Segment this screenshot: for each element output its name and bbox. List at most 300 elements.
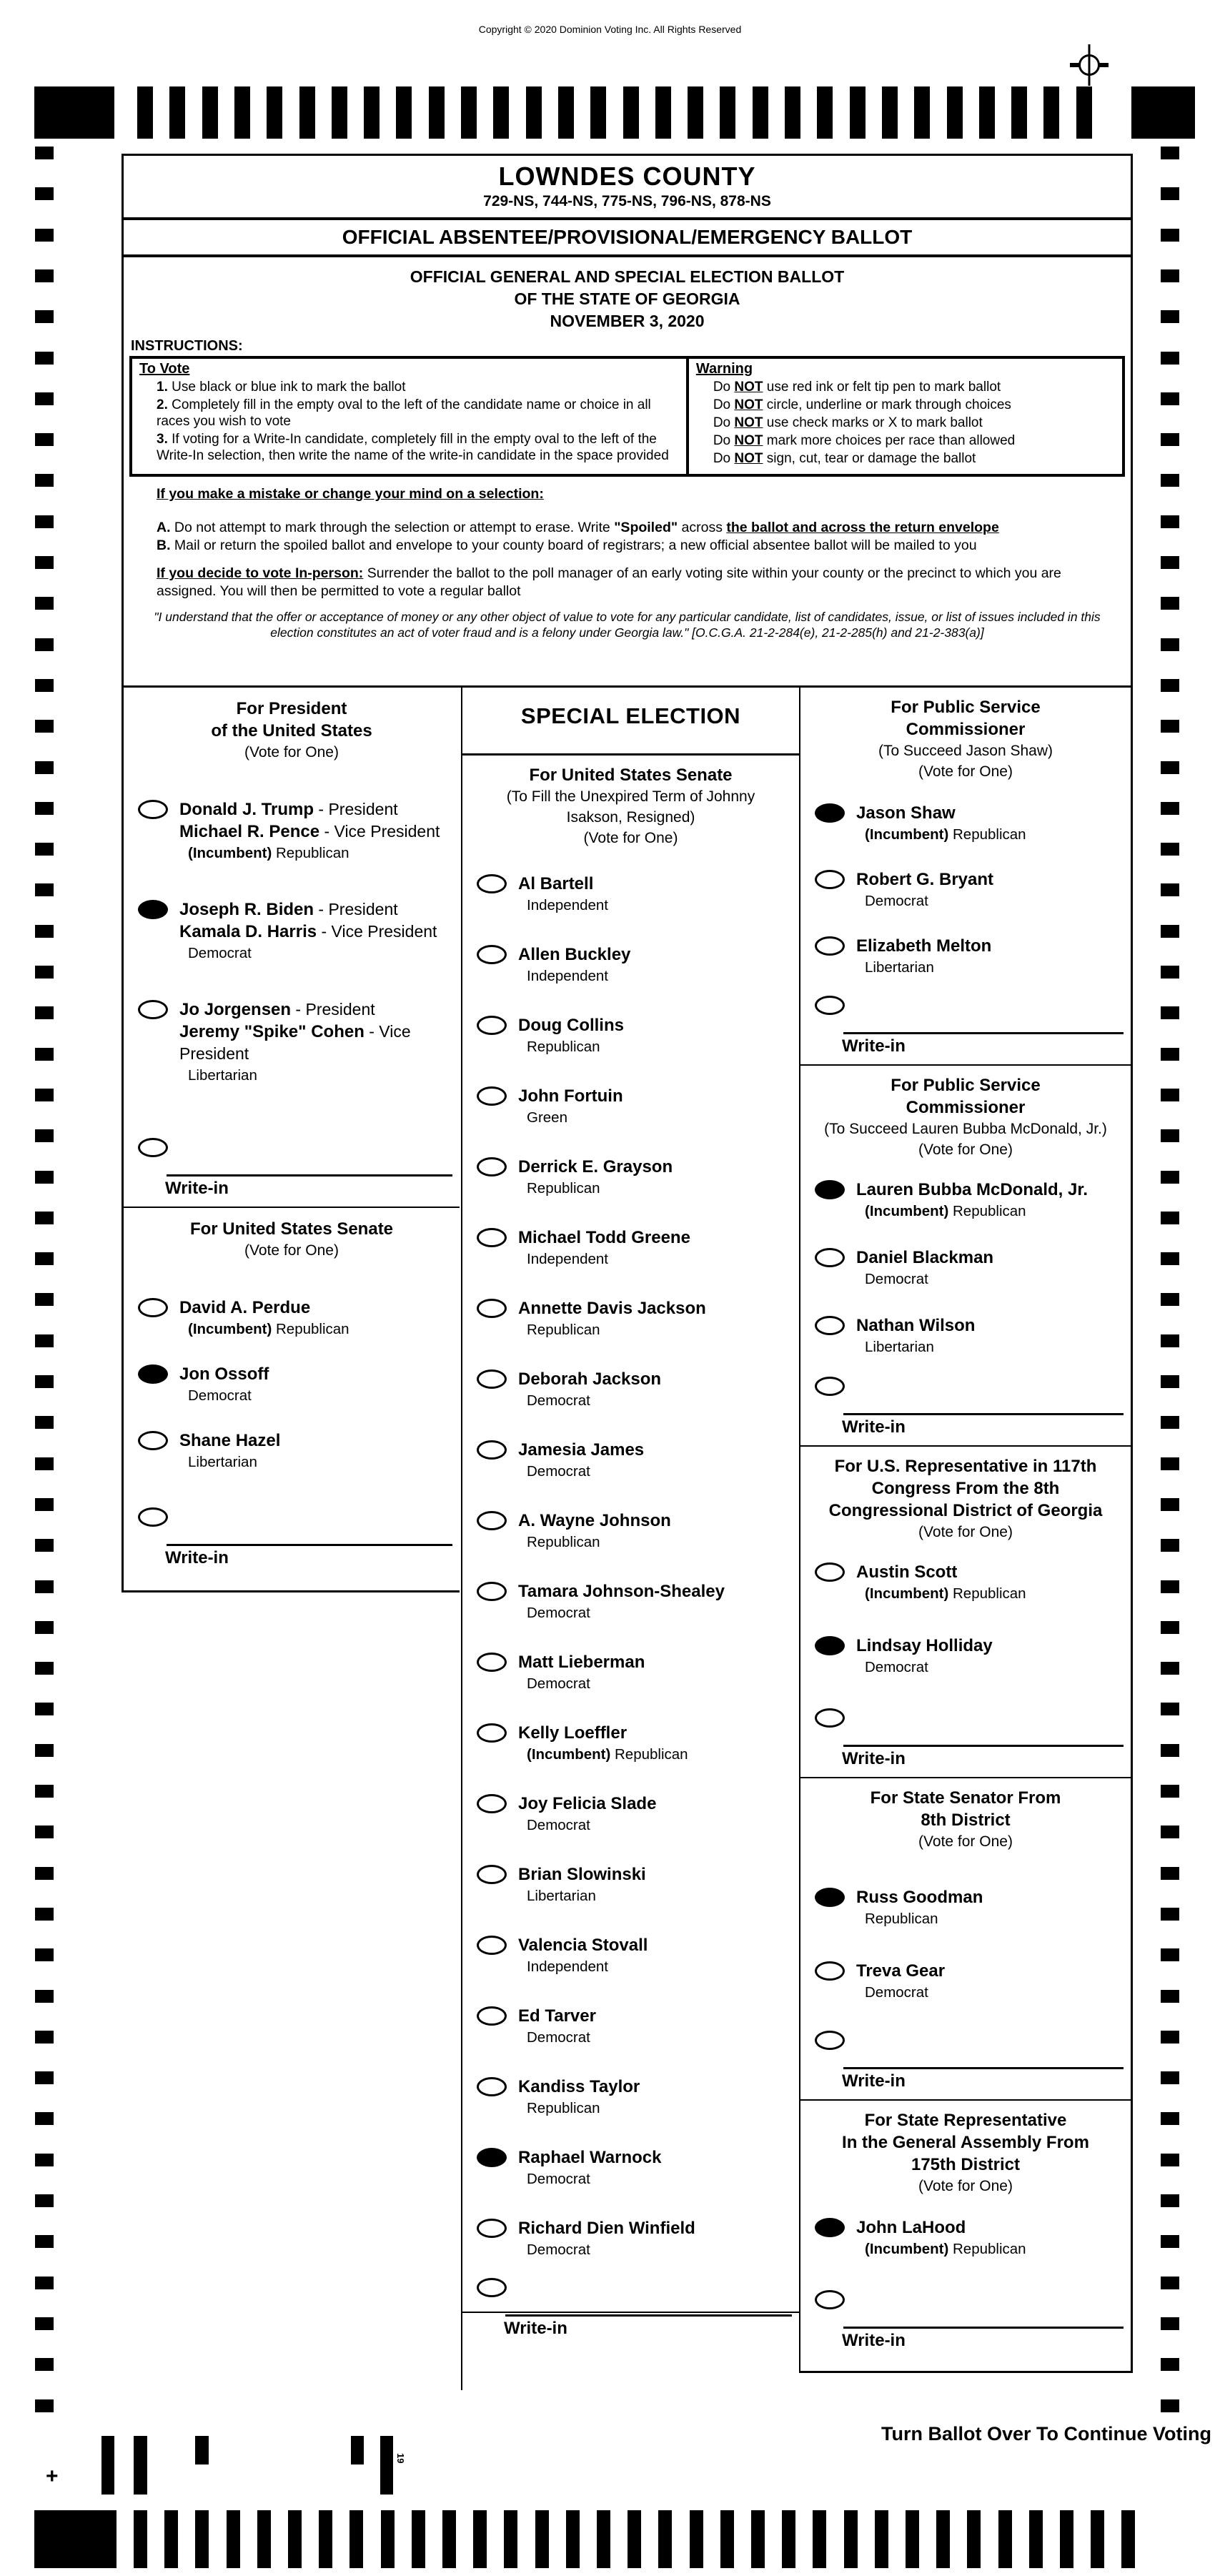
timing-mark xyxy=(1161,1703,1179,1715)
ballot-oval[interactable] xyxy=(477,1086,507,1106)
text-segment: the ballot and across the return envelope xyxy=(726,520,999,535)
timing-mark xyxy=(1161,966,1179,979)
timing-mark xyxy=(1161,597,1179,610)
instructions-boxes xyxy=(129,356,1125,477)
column-right xyxy=(799,688,1133,2373)
ballot-oval[interactable] xyxy=(815,1248,845,1267)
ballot-oval[interactable] xyxy=(138,1298,168,1317)
write-in-line[interactable] xyxy=(505,2314,792,2317)
timing-mark xyxy=(1161,1990,1179,2003)
ballot-oval[interactable] xyxy=(477,1936,507,1955)
text-segment: If voting for a Write-In candidate, completely fill in the empty oval to the left of the Write-In selection, then write the name of the write-in candidate in the space provided xyxy=(157,432,669,463)
party-name: Democrat xyxy=(527,2171,590,2187)
candidate-row xyxy=(800,1561,1131,1603)
race-president xyxy=(124,688,460,1199)
race-title-line: For U.S. Representative in 117th xyxy=(834,1457,1097,1476)
incumbent-label: (Incumbent) xyxy=(865,2241,949,2257)
timing-mark xyxy=(936,2510,950,2568)
candidate-name-line xyxy=(856,2216,1026,2239)
registration-mark-icon xyxy=(1069,44,1109,86)
ballot-oval-filled[interactable] xyxy=(815,1180,845,1199)
candidate-party-line xyxy=(527,1674,645,1693)
timing-mark xyxy=(1161,1212,1179,1224)
timing-mark xyxy=(35,802,54,815)
timing-mark xyxy=(35,1006,54,1019)
race-header xyxy=(800,688,1131,782)
vote-for-note: (Vote for One) xyxy=(244,744,339,761)
timing-mark xyxy=(597,2510,610,2568)
ballot-oval[interactable] xyxy=(138,1138,168,1157)
timing-mark xyxy=(1091,2510,1104,2568)
party-name: Democrat xyxy=(527,2029,590,2046)
timing-mark xyxy=(35,556,54,569)
timing-mark xyxy=(1161,1171,1179,1184)
timing-mark xyxy=(35,474,54,487)
ballot-oval[interactable] xyxy=(815,996,845,1015)
candidate-row xyxy=(462,1085,799,1127)
write-in-line[interactable] xyxy=(167,1544,452,1546)
candidate-row xyxy=(800,2216,1131,2259)
column-divider-extension xyxy=(461,2312,462,2390)
timing-mark xyxy=(35,187,54,200)
ballot-oval[interactable] xyxy=(815,1377,845,1396)
ballot-oval[interactable] xyxy=(815,1562,845,1582)
ballot-oval-filled[interactable] xyxy=(138,900,168,919)
write-in-label: Write-in xyxy=(504,2319,567,2338)
timing-mark xyxy=(785,86,800,139)
timing-mark xyxy=(1161,229,1179,242)
text-segment: Do xyxy=(713,433,735,448)
candidate-party-line xyxy=(527,1108,623,1127)
race-header xyxy=(462,756,799,848)
ballot-oval[interactable] xyxy=(477,2077,507,2096)
timing-mark xyxy=(535,2510,549,2568)
ballot-oval[interactable] xyxy=(477,1299,507,1318)
candidate-name: Shane Hazel xyxy=(179,1431,281,1450)
timing-mark xyxy=(1161,352,1179,365)
timing-mark xyxy=(35,638,54,651)
vote-for-note: (Vote for One) xyxy=(244,1242,339,1259)
timing-mark xyxy=(998,2510,1012,2568)
timing-mark xyxy=(195,2510,209,2568)
candidate-row xyxy=(462,1722,799,1764)
text-segment: 3. xyxy=(157,432,168,447)
ballot-oval-filled[interactable] xyxy=(815,1888,845,1907)
candidate-name: Jon Ossoff xyxy=(179,1364,269,1384)
candidate-text xyxy=(518,2076,643,2118)
write-in-label: Write-in xyxy=(842,2331,906,2350)
candidate-name: Daniel Blackman xyxy=(856,1248,994,1267)
candidate-name-line xyxy=(856,935,991,957)
timing-mark xyxy=(35,1826,54,1838)
candidate-text xyxy=(856,1314,978,1357)
ballot-oval[interactable] xyxy=(815,1961,845,1981)
candidate-row xyxy=(124,898,460,963)
ballot-oval[interactable] xyxy=(815,2031,845,2050)
candidate-text xyxy=(856,1635,996,1677)
race-title-line: Congress From the 8th xyxy=(871,1479,1060,1498)
vote-for-note: (Vote for One) xyxy=(918,1141,1013,1158)
timing-mark xyxy=(35,1990,54,2003)
candidate-text xyxy=(179,999,460,1085)
ballot-oval-filled[interactable] xyxy=(815,1636,845,1655)
mistake-section xyxy=(157,485,1114,600)
ballot-oval[interactable] xyxy=(477,1723,507,1743)
candidate-name-line xyxy=(856,1960,945,1982)
ballot-oval[interactable] xyxy=(477,1582,507,1601)
ballot-oval[interactable] xyxy=(477,1511,507,1530)
ballot-oval[interactable] xyxy=(138,1000,168,1019)
ballot-oval-filled[interactable] xyxy=(138,1364,168,1384)
to-vote-item xyxy=(157,431,679,464)
candidate-party-line xyxy=(527,1745,688,1764)
to-vote-box xyxy=(132,359,689,474)
timing-mark xyxy=(1161,1375,1179,1388)
candidate-party-line xyxy=(527,2240,695,2259)
party-name: Democrat xyxy=(188,1387,252,1404)
office-suffix: - President xyxy=(291,1000,375,1019)
candidate-name: A. Wayne Johnson xyxy=(518,1511,671,1530)
candidate-name-line xyxy=(856,1561,1026,1583)
text-segment: 2. xyxy=(157,397,168,412)
timing-mark xyxy=(504,2510,517,2568)
timing-mark xyxy=(35,433,54,446)
warning-box xyxy=(689,359,1122,474)
party-name: Republican xyxy=(953,2241,1026,2257)
timing-mark xyxy=(35,1703,54,1715)
candidate-text xyxy=(518,943,633,986)
ballot-oval[interactable] xyxy=(815,870,845,889)
candidate-text xyxy=(518,2217,698,2259)
mistake-heading: If you make a mistake or change your mind on a selection: xyxy=(157,486,544,502)
write-in-label: Write-in xyxy=(165,1548,229,1567)
timing-mark xyxy=(35,1252,54,1265)
candidate-party-line xyxy=(527,1603,725,1623)
vote-for-note: (Vote for One) xyxy=(918,1833,1013,1850)
candidate-name: Joseph R. Biden xyxy=(179,900,314,919)
stub-number: 19 xyxy=(395,2453,406,2464)
candidate-text xyxy=(179,1430,283,1472)
race-header xyxy=(124,1208,460,1261)
candidate-name-line xyxy=(179,798,440,821)
candidate-name-line xyxy=(179,1363,269,1385)
timing-mark xyxy=(35,679,54,692)
timing-mark xyxy=(1161,1129,1179,1142)
candidate-row xyxy=(800,1635,1131,1677)
candidate-text xyxy=(179,898,440,963)
ballot-oval[interactable] xyxy=(477,874,507,893)
timing-mark xyxy=(906,2510,919,2568)
timing-mark xyxy=(473,2510,487,2568)
candidate-row xyxy=(462,873,799,915)
timing-mark xyxy=(35,1334,54,1347)
write-in-option xyxy=(800,1377,1131,1438)
ballot-oval[interactable] xyxy=(815,1316,845,1335)
mistake-line-a xyxy=(157,519,1114,537)
timing-mark xyxy=(1161,147,1179,159)
timing-mark xyxy=(35,1948,54,1961)
county-name: LOWNDES COUNTY xyxy=(498,162,756,191)
timing-mark xyxy=(526,86,542,139)
timing-mark xyxy=(35,1171,54,1184)
timing-mark xyxy=(1161,1826,1179,1838)
ballot-oval[interactable] xyxy=(477,2219,507,2238)
vote-for-note: (Vote for One) xyxy=(918,1524,1013,1540)
ballot-oval[interactable] xyxy=(477,1016,507,1035)
timing-mark xyxy=(1161,1744,1179,1757)
barcode-bar xyxy=(195,2436,209,2464)
timing-mark xyxy=(493,86,509,139)
party-name: Democrat xyxy=(865,1984,928,2001)
timing-mark xyxy=(1161,720,1179,733)
text-segment: NOT xyxy=(734,433,763,448)
timing-mark xyxy=(844,2510,858,2568)
race-title-line: 175th District xyxy=(911,2155,1021,2174)
party-name: Libertarian xyxy=(188,1454,257,1470)
candidate-name: Annette Davis Jackson xyxy=(518,1299,706,1318)
candidate-name-line xyxy=(179,999,457,1021)
precinct-list: 729-NS, 744-NS, 775-NS, 796-NS, 878-NS xyxy=(483,193,771,209)
race-title-line: Commissioner xyxy=(906,1098,1026,1117)
timing-mark xyxy=(1161,2194,1179,2207)
text-segment: NOT xyxy=(734,397,763,412)
candidate-name: Deborah Jackson xyxy=(518,1369,662,1389)
warning-item xyxy=(713,432,1115,449)
ballot-oval[interactable] xyxy=(477,1865,507,1884)
candidate-row xyxy=(462,1863,799,1906)
ballot-oval[interactable] xyxy=(138,800,168,819)
race-us-senate xyxy=(124,1208,460,1569)
ballot-oval[interactable] xyxy=(815,1708,845,1728)
write-in-line[interactable] xyxy=(843,2067,1124,2069)
to-vote-item xyxy=(157,379,679,395)
timing-mark xyxy=(461,86,477,139)
candidate-row xyxy=(462,2217,799,2259)
ballot-oval-filled[interactable] xyxy=(815,2218,845,2237)
race-title-line: Congressional District of Georgia xyxy=(828,1501,1103,1520)
candidate-row xyxy=(124,1363,460,1405)
write-in-line[interactable] xyxy=(843,1032,1124,1034)
incumbent-label: (Incumbent) xyxy=(188,1321,272,1337)
timing-mark xyxy=(35,1621,54,1634)
timing-mark xyxy=(1161,556,1179,569)
timing-mark xyxy=(690,2510,703,2568)
candidate-row xyxy=(462,1368,799,1410)
candidate-party-line xyxy=(188,843,440,863)
timing-mark xyxy=(850,86,866,139)
candidate-row xyxy=(462,2146,799,2189)
candidate-row xyxy=(462,1651,799,1693)
candidate-row xyxy=(462,1510,799,1552)
party-name: Independent xyxy=(527,968,609,984)
timing-mark xyxy=(751,2510,765,2568)
timing-mark xyxy=(1076,86,1092,139)
timing-mark xyxy=(1161,187,1179,200)
party-name: Republican xyxy=(276,1321,349,1337)
candidate-row xyxy=(800,1886,1131,1928)
timing-mark xyxy=(1161,761,1179,774)
timing-mark xyxy=(35,1908,54,1921)
to-vote-title: To Vote xyxy=(139,361,190,377)
timing-mark xyxy=(35,883,54,896)
race-title-line: For President xyxy=(236,699,347,718)
candidate-name-line xyxy=(856,1179,1088,1201)
candidate-party-line xyxy=(188,1066,457,1085)
race-header xyxy=(800,1778,1131,1852)
timing-mark xyxy=(35,1498,54,1511)
candidate-name-line xyxy=(518,1580,725,1602)
timing-mark xyxy=(35,2071,54,2084)
timing-mark xyxy=(35,1375,54,1388)
party-name: Democrat xyxy=(527,1392,590,1409)
candidate-name-line xyxy=(856,1314,975,1337)
write-in-line[interactable] xyxy=(167,1174,452,1176)
candidate-party-line xyxy=(865,1337,975,1357)
candidate-name-line xyxy=(179,1297,349,1319)
incumbent-label: (Incumbent) xyxy=(527,1746,611,1763)
timing-mark xyxy=(1043,86,1059,139)
text-segment: Do xyxy=(713,451,735,466)
race-subtitle-line: (To Succeed Lauren Bubba McDonald, Jr.) xyxy=(824,1121,1107,1137)
timing-mark xyxy=(35,1293,54,1306)
party-name: Republican xyxy=(527,1534,600,1550)
candidate-party-line xyxy=(188,1319,349,1339)
candidate-party-line xyxy=(527,2028,596,2047)
race-title-line: of the United States xyxy=(211,721,372,740)
timing-mark xyxy=(35,1129,54,1142)
candidate-text xyxy=(518,1863,649,1906)
ballot-oval[interactable] xyxy=(477,2278,507,2297)
timing-mark xyxy=(234,86,250,139)
party-name: Independent xyxy=(527,897,609,913)
text-segment: Do xyxy=(713,415,735,430)
timing-mark xyxy=(202,86,218,139)
ballot-oval[interactable] xyxy=(477,945,507,964)
vote-for-note: (Vote for One) xyxy=(918,2178,1013,2194)
candidate-party-line xyxy=(527,2169,662,2189)
timing-mark xyxy=(1161,1089,1179,1101)
ballot-oval[interactable] xyxy=(477,1228,507,1247)
incumbent-label: (Incumbent) xyxy=(865,1203,949,1219)
ballot-oval[interactable] xyxy=(138,1431,168,1450)
ballot-oval[interactable] xyxy=(477,1794,507,1813)
candidate-row xyxy=(124,999,460,1085)
timing-mark xyxy=(288,2510,302,2568)
text-segment: sign, cut, tear or damage the ballot xyxy=(763,451,976,466)
copyright-line: Copyright © 2020 Dominion Voting Inc. All Rights Reserved xyxy=(478,24,742,35)
candidate-name-line xyxy=(179,898,437,921)
party-name: Democrat xyxy=(527,2241,590,2258)
timing-mark xyxy=(1029,2510,1043,2568)
ballot-oval[interactable] xyxy=(477,1369,507,1389)
write-in-label: Write-in xyxy=(842,2071,906,2091)
timing-mark xyxy=(35,1048,54,1061)
ballot-oval[interactable] xyxy=(477,1653,507,1672)
write-in-line[interactable] xyxy=(843,1745,1124,1747)
timing-mark xyxy=(1161,2358,1179,2371)
ballot-oval[interactable] xyxy=(477,1440,507,1460)
text-segment: Use black or blue ink to mark the ballot xyxy=(167,380,406,395)
race-state-rep-175 xyxy=(800,2101,1131,2352)
text-segment: Do not attempt to mark through the selection or attempt to erase. Write xyxy=(170,520,615,535)
ballot-oval[interactable] xyxy=(477,2006,507,2026)
timing-block xyxy=(34,86,114,139)
ballot-oval[interactable] xyxy=(815,2290,845,2309)
party-name: Democrat xyxy=(865,1659,928,1675)
warning-item xyxy=(713,397,1115,413)
candidate-party-line xyxy=(865,825,1026,844)
party-name: Independent xyxy=(527,1958,609,1975)
write-in-line[interactable] xyxy=(843,1413,1124,1415)
ballot-oval-filled[interactable] xyxy=(477,2148,507,2167)
write-in-line[interactable] xyxy=(843,2327,1124,2329)
party-name: Republican xyxy=(276,845,349,861)
timing-mark xyxy=(267,86,282,139)
timing-mark xyxy=(35,2112,54,2125)
candidate-name: Jason Shaw xyxy=(856,803,956,823)
incumbent-label: (Incumbent) xyxy=(865,1585,949,1602)
race-title-line: For State Representative xyxy=(864,2111,1067,2130)
party-name: Libertarian xyxy=(188,1067,257,1084)
party-name: Independent xyxy=(527,1251,609,1267)
candidate-text xyxy=(856,1179,1091,1221)
write-in-label: Write-in xyxy=(165,1179,229,1198)
candidate-name: Jamesia James xyxy=(518,1440,645,1460)
party-name: Republican xyxy=(953,826,1026,843)
candidate-row xyxy=(462,2005,799,2047)
candidate-name: Robert G. Bryant xyxy=(856,870,994,889)
race-subtitle-line: Isakson, Resigned) xyxy=(566,809,695,826)
ballot-header-box xyxy=(121,154,1133,688)
candidate-party-line xyxy=(865,958,991,977)
party-name: Libertarian xyxy=(527,1888,596,1904)
timing-mark xyxy=(35,2031,54,2044)
timing-mark xyxy=(1161,679,1179,692)
timing-mark xyxy=(35,1212,54,1224)
party-name: Democrat xyxy=(527,1675,590,1692)
ballot-oval[interactable] xyxy=(138,1507,168,1527)
candidate-row xyxy=(462,1156,799,1198)
candidate-party-line xyxy=(865,1983,945,2002)
candidate-name: Kandiss Taylor xyxy=(518,2077,640,2096)
timing-mark xyxy=(1011,86,1027,139)
timing-mark xyxy=(1161,433,1179,446)
ballot-title-line: OF THE STATE OF GEORGIA xyxy=(514,289,740,308)
ballot-oval[interactable] xyxy=(815,936,845,956)
timing-mark xyxy=(1161,1334,1179,1347)
text-segment: Surrender the ballot to the poll manager of an early voting site within your county or the precinct to which you are assigned. You will then be permitted to vote a regular ballot xyxy=(157,565,1061,599)
party-name: Democrat xyxy=(527,1605,590,1621)
candidate-name-line xyxy=(518,2005,596,2027)
text-segment: NOT xyxy=(734,380,763,395)
ballot-oval[interactable] xyxy=(477,1157,507,1176)
candidate-name: Derrick E. Grayson xyxy=(518,1157,673,1176)
candidate-name-line xyxy=(518,2076,640,2098)
timing-mark xyxy=(35,147,54,159)
timing-mark xyxy=(1161,1457,1179,1470)
write-in-label: Write-in xyxy=(842,1749,906,1768)
timing-mark xyxy=(1161,1539,1179,1552)
party-name: Republican xyxy=(527,2100,600,2116)
ballot-oval-filled[interactable] xyxy=(815,803,845,823)
candidate-party-line xyxy=(527,1249,690,1269)
timing-mark xyxy=(817,86,833,139)
candidate-row xyxy=(462,943,799,986)
timing-mark xyxy=(257,2510,271,2568)
party-name: Republican xyxy=(953,1203,1026,1219)
felony-line: "I understand that the offer or acceptance of money or any other object of value to vote for any particular candidate, list of candidates, issue, or list of issues included in this xyxy=(154,610,1101,624)
party-name: Republican xyxy=(953,1585,1026,1602)
